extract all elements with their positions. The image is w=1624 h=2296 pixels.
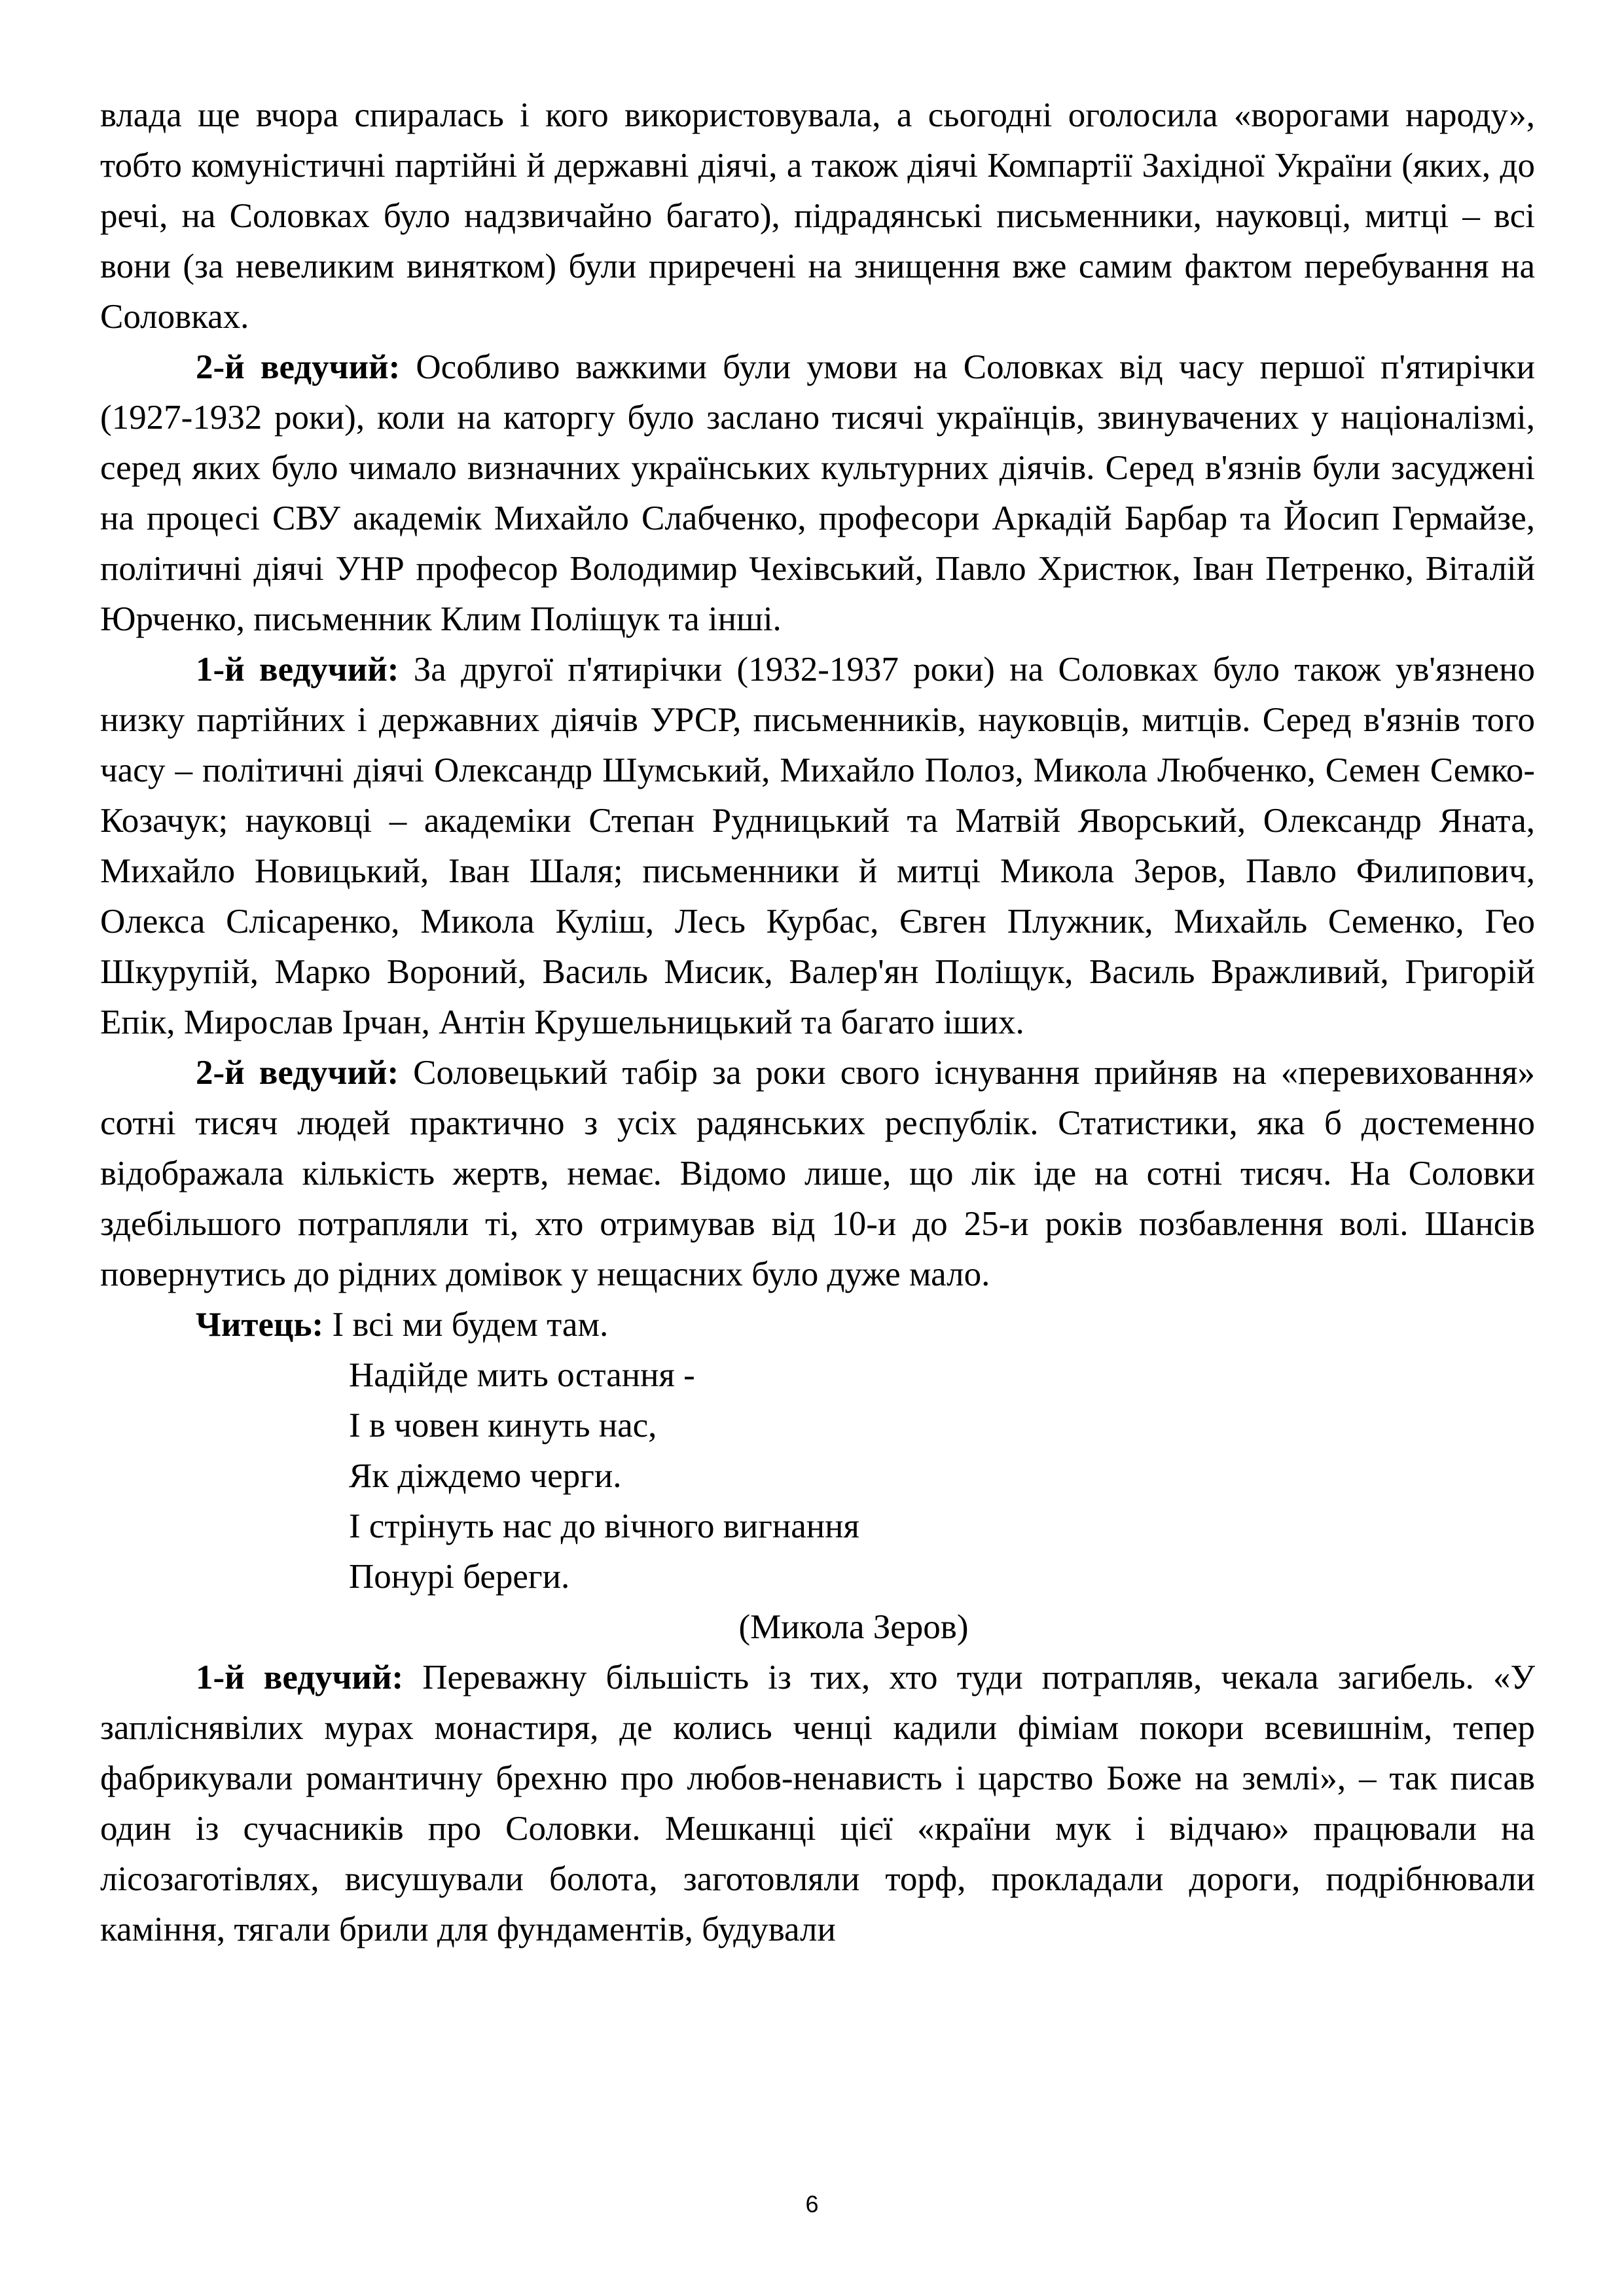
speaker-label: 1-й ведучий:	[196, 1659, 404, 1696]
poem-first-line	[100, 1300, 1535, 1350]
paragraph-text: Переважну більшість із тих, хто туди потрапляв, чекала загибель. «У запліснявілих мурах монастиря, де колись ченці кадили фіміам покори всевишнім, тепер фабрикували романтичну брехню про любов-ненависть і царство Боже на землі», – так писав один із сучасників про Соловки. Мешканці цієї «країни мук і відчаю» працювали на лісозаготівлях, висушували болота, заготовляли торф, прокладали дороги, подрібнювали каміння, тягали брили для фундаментів, будували	[100, 1659, 1535, 1948]
poem-line: Понурі береги.	[349, 1558, 570, 1596]
poem-line: Як діждемо черги.	[349, 1457, 622, 1495]
paragraph-continuation	[100, 90, 1535, 342]
reader-label: Читець:	[196, 1306, 324, 1344]
paragraph-host1-first	[100, 645, 1535, 1048]
paragraph-text: влада ще вчора спиралась і кого використовувала, а сьогодні оголосила «ворогами народу», тобто комуністичні партійні й державні діячі, а також діячі Компартії Західної України (яких, до речі, на Соловках було надзвичайно багато), підрадянські письменники, науковці, митці – всі вони (за невеликим винятком) були приречені на знищення вже самим фактом перебування на Соловках.	[100, 96, 1535, 336]
poem-line: І в човен кинуть нас,	[349, 1407, 657, 1444]
speaker-label: 2-й ведучий:	[196, 348, 401, 386]
poem-attribution: (Микола Зеров)	[738, 1608, 969, 1646]
paragraph-text: Особливо важкими були умови на Соловках від часу першої п'ятирічки (1927-1932 роки), коли на каторгу було заслано тисячі українців, звинувачених у націоналізмі, серед яких було чимало визначних українських культурних діячів. Серед в'язнів були засуджені на процесі СВУ академік Михайло Слабченко, професори Аркадій Барбар та Йосип Гермайзе, політичні діячі УНР професор Володимир Чехівський, Павло Христюк, Іван Петренко, Віталій Юрченко, письменник Клим Поліщук та інші.	[100, 348, 1535, 638]
document-page	[100, 90, 1535, 1955]
speaker-label: 1-й ведучий:	[196, 651, 399, 689]
paragraph-host2-first	[100, 342, 1535, 645]
speaker-label: 2-й ведучий:	[196, 1054, 399, 1092]
paragraph-host2-second	[100, 1048, 1535, 1300]
paragraph-text: За другої п'ятирічки (1932-1937 роки) на Соловках було також ув'язнено низку партійних і державних діячів УРСР, письменників, науковців, митців. Серед в'язнів того часу – політичні діячі Олександр Шумський, Михайло Полоз, Микола Любченко, Семен Семко-Козачук; науковці – академіки Степан Рудницький та Матвій Яворський, Олександр Яната, Михайло Новицький, Іван Шаля; письменники й митці Микола Зеров, Павло Филипович, Олекса Слісаренко, Микола Куліш, Лесь Курбас, Євген Плужник, Михайль Семенко, Гео Шкурупій, Марко Вороний, Василь Мисик, Валер'ян Поліщук, Василь Вражливий, Григорій Епік, Мирослав Ірчан, Антін Крушельницький та багато іших.	[100, 651, 1536, 1041]
poem-block	[100, 1300, 1535, 1653]
page-number: 6	[805, 2191, 819, 2217]
poem-line-text: І всі ми будем там.	[323, 1306, 609, 1344]
paragraph-host1-final	[100, 1653, 1535, 1955]
paragraph-text: Соловецький табір за роки свого існування прийняв на «перевиховання» сотні тисяч людей практично з усіх радянських республік. Статистики, яка б достеменно відображала кількість жертв, немає. Відомо лише, що лік іде на сотні тисяч. На Соловки здебільшого потрапляли ті, хто отримував від 10-и до 25-и років позбавлення волі. Шансів повернутись до рідних домівок у нещасних було дуже мало.	[100, 1054, 1535, 1293]
poem-line: І стрінуть нас до вічного вигнання	[349, 1507, 859, 1545]
poem-line: Надійде мить остання -	[349, 1356, 695, 1394]
